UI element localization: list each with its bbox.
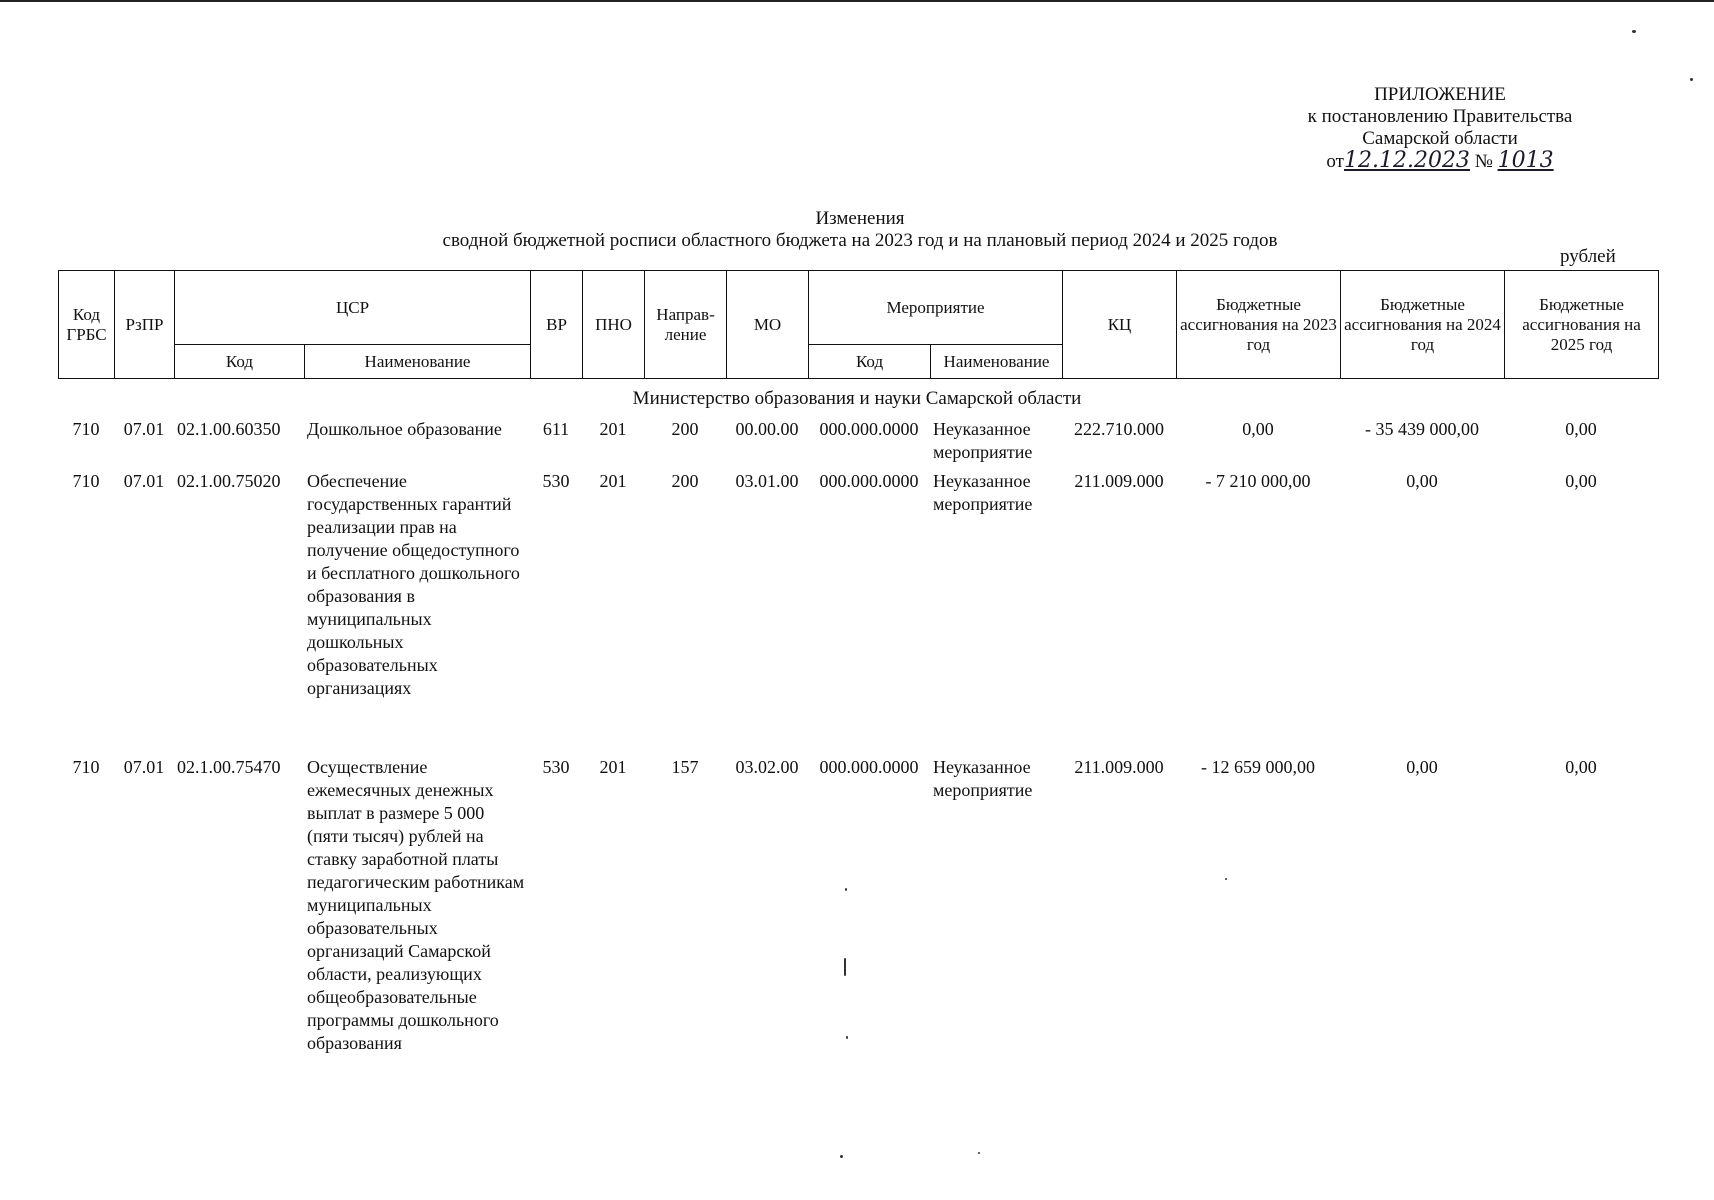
- cell-b2025: 0,00: [1565, 471, 1597, 491]
- scan-speck: [978, 1152, 980, 1154]
- header-csr: ЦСР: [175, 271, 531, 345]
- cell-rzpr: 07.01: [123, 419, 165, 439]
- table-body: [58, 418, 1658, 1116]
- header-event-code: Код: [809, 345, 931, 379]
- cell-b2023: - 12 659 000,00: [1201, 757, 1315, 777]
- cell-b2024: 0,00: [1406, 471, 1438, 491]
- cell-kc: 222.710.000: [1074, 419, 1164, 439]
- header-b2023: Бюджетные ассигнования на 2023 год: [1177, 271, 1341, 379]
- cell-grbs: 710: [72, 471, 100, 491]
- cell-direction: 157: [671, 757, 699, 777]
- cell-rzpr: 07.01: [123, 757, 165, 777]
- cell-csr-code: 02.1.00.60350: [177, 419, 281, 439]
- cell-vr: 530: [542, 471, 570, 491]
- cell-b2023: - 7 210 000,00: [1205, 471, 1311, 491]
- cell-direction: 200: [671, 471, 699, 491]
- header-mo: МО: [727, 271, 809, 379]
- budget-table-header: [58, 270, 1659, 379]
- header-b2024: Бюджетные ассигнования на 2024 год: [1341, 271, 1505, 379]
- appendix-line-1: к постановлению Правительства: [1307, 106, 1573, 127]
- cell-b2023: 0,00: [1242, 419, 1274, 439]
- top-border-line: [0, 0, 1714, 2]
- number-prefix: №: [1474, 151, 1493, 172]
- cell-event-name: Неуказанное мероприятие: [933, 471, 1033, 514]
- table-row: [58, 418, 1658, 470]
- units-label: рублей: [1560, 246, 1616, 267]
- appendix-date-line: [1260, 150, 1620, 173]
- header-kc: КЦ: [1063, 271, 1177, 379]
- cell-mo: 03.01.00: [735, 471, 799, 491]
- cell-vr: 530: [542, 757, 570, 777]
- cell-pno: 201: [599, 471, 627, 491]
- cell-event-code: 000.000.0000: [819, 419, 919, 439]
- header-vr: ВР: [531, 271, 583, 379]
- cell-mo: 00.00.00: [735, 419, 799, 439]
- cell-b2024: - 35 439 000,00: [1365, 419, 1479, 439]
- cell-b2025: 0,00: [1565, 757, 1597, 777]
- cell-event-code: 000.000.0000: [819, 471, 919, 491]
- cell-event-name: Неуказанное мероприятие: [933, 757, 1033, 800]
- cell-vr: 611: [542, 419, 570, 439]
- cell-pno: 201: [599, 419, 627, 439]
- handwritten-date: 12.12.2023: [1343, 148, 1470, 173]
- section-title: Министерство образования и науки Самарской области: [632, 388, 1082, 409]
- header-pno: ПНО: [583, 271, 645, 379]
- cell-csr-name: Обеспечение государственных гарантий реализации прав на получение общедоступного и бесплатного дошкольного образования в муниципальных дошкольных образовательных организациях: [307, 471, 520, 698]
- cell-pno: 201: [599, 757, 627, 777]
- document-title: [360, 208, 1360, 252]
- table-row: [58, 470, 1658, 756]
- appendix-block: [1260, 84, 1620, 173]
- cell-b2024: 0,00: [1406, 757, 1438, 777]
- scan-speck: [1690, 78, 1693, 81]
- cell-event-code: 000.000.0000: [819, 757, 919, 777]
- header-csr-code: Код: [175, 345, 305, 379]
- title-line-1: Изменения: [815, 208, 905, 229]
- cell-csr-name: Осуществление ежемесячных денежных выплат в размере 5 000 (пяти тысяч) рублей на ставку заработной платы педагогическим работникам муниципальных образовательных организаций Самарской области, реализующих общеобразовательные программы дошкольного образования: [307, 757, 525, 1053]
- header-event-name: Наименование: [931, 345, 1063, 379]
- scan-speck: [846, 1036, 848, 1039]
- scan-speck: [840, 1155, 843, 1158]
- header-b2025: Бюджетные ассигнования на 2025 год: [1505, 271, 1659, 379]
- cell-event-name: Неуказанное мероприятие: [933, 419, 1033, 462]
- scan-speck: [845, 888, 847, 891]
- from-prefix: от: [1326, 151, 1344, 172]
- table-row: [58, 756, 1658, 1116]
- handwritten-number: 1013: [1497, 148, 1554, 173]
- cell-grbs: 710: [72, 757, 100, 777]
- cell-b2025: 0,00: [1565, 419, 1597, 439]
- cell-grbs: 710: [72, 419, 100, 439]
- scan-speck: [844, 958, 846, 976]
- appendix-line-2: Самарской области: [1362, 128, 1518, 149]
- header-csr-name: Наименование: [305, 345, 531, 379]
- cell-direction: 200: [671, 419, 699, 439]
- cell-csr-code: 02.1.00.75470: [177, 757, 281, 777]
- header-event: Мероприятие: [809, 271, 1063, 345]
- cell-kc: 211.009.000: [1074, 757, 1164, 777]
- cell-rzpr: 07.01: [123, 471, 165, 491]
- header-direction: Направ- ление: [645, 271, 727, 379]
- cell-kc: 211.009.000: [1074, 471, 1164, 491]
- scan-speck: [1225, 878, 1227, 880]
- cell-mo: 03.02.00: [735, 757, 799, 777]
- cell-csr-code: 02.1.00.75020: [177, 471, 281, 491]
- header-rzpr: РзПР: [115, 271, 175, 379]
- scan-speck: [1632, 30, 1636, 33]
- cell-csr-name: Дошкольное образование: [307, 419, 502, 439]
- appendix-title: ПРИЛОЖЕНИЕ: [1374, 84, 1506, 105]
- title-line-2: сводной бюджетной росписи областного бюджета на 2023 год и на плановый период 2024 и 2025 годов: [442, 230, 1278, 251]
- header-grbs: Код ГРБС: [59, 271, 115, 379]
